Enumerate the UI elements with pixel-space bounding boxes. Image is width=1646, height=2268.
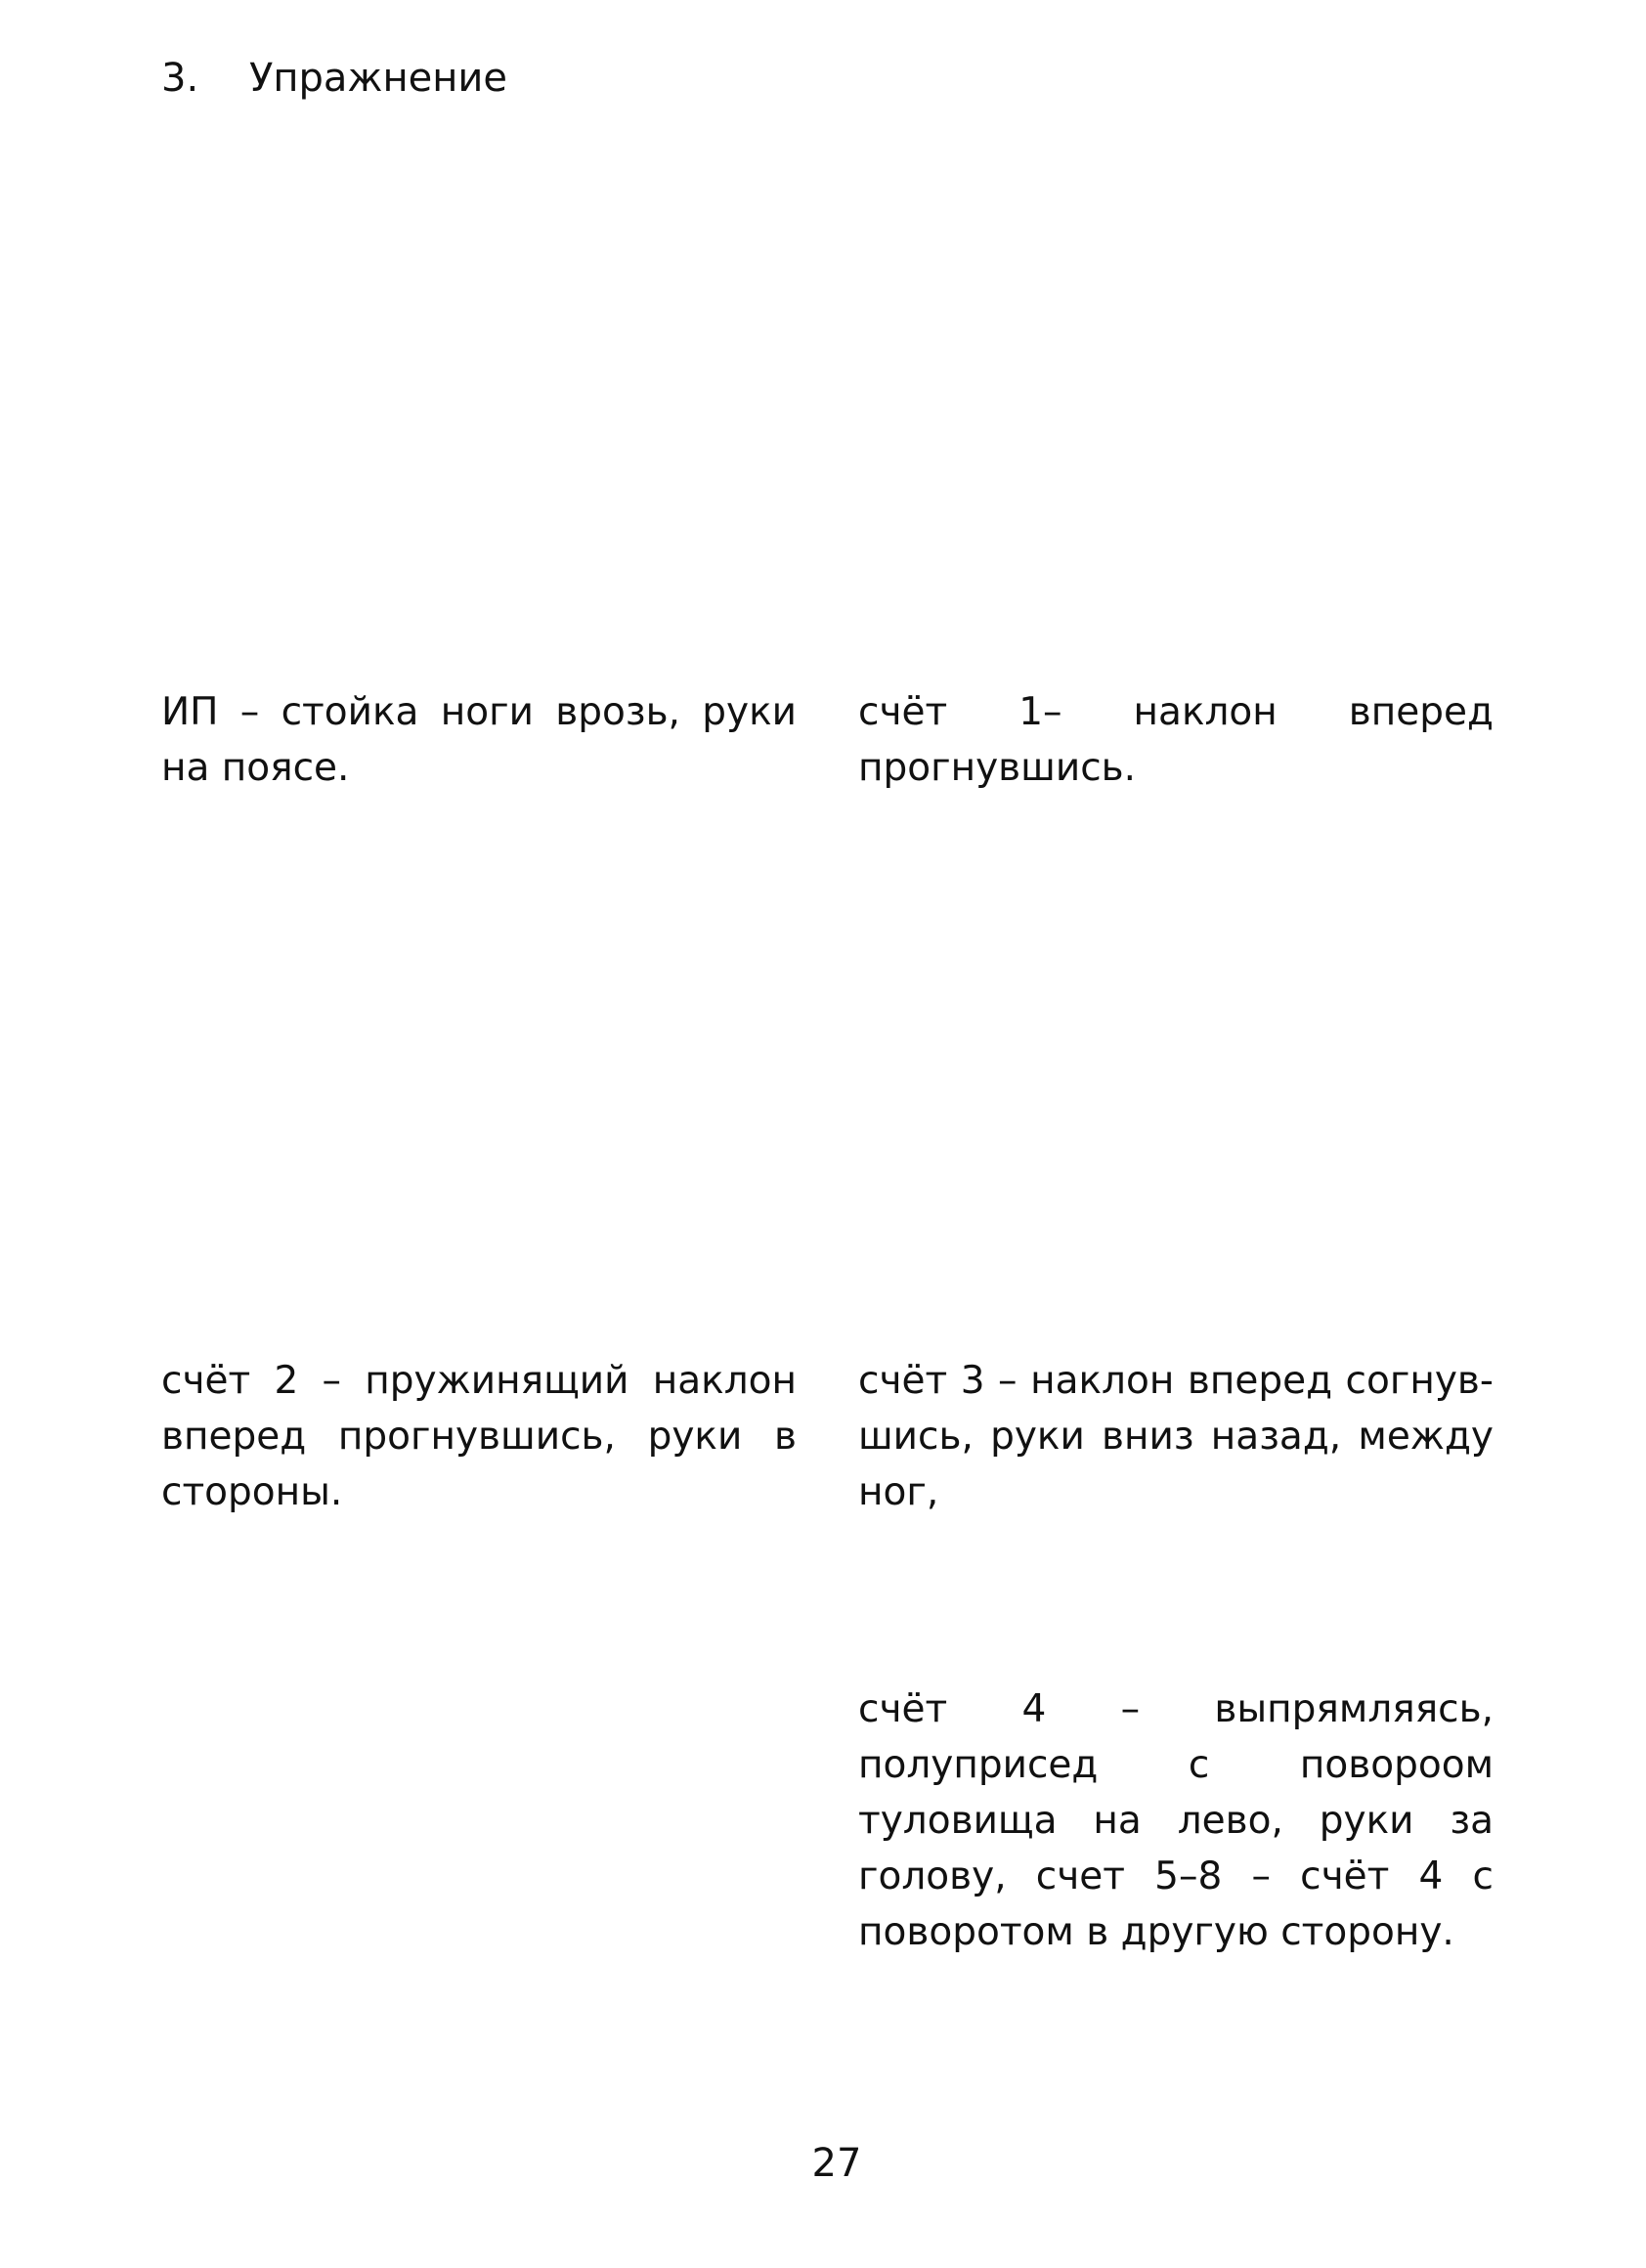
- exercise-title: Упражнение: [249, 56, 507, 101]
- count-2-text: счёт 2 – пружинящий наклон вперед прогнувшись, руки в стороны.: [161, 1359, 797, 1514]
- exercise-number: 3.: [161, 56, 199, 101]
- exercise-heading: [161, 51, 507, 106]
- count-3-text: счёт 3 – наклон вперед согнувшись, руки вниз назад, между ног,: [858, 1359, 1494, 1514]
- starting-position-text: ИП – стойка ноги врозь, руки на поясе.: [161, 690, 797, 790]
- page-number: 27: [811, 2141, 862, 2186]
- count-4-text: счёт 4 – выпрямляясь, полуприсед с повороом туловища на лево, руки за голову, счет 5–8 – счёт 4 с поворотом в другую сторону.: [858, 1687, 1494, 1954]
- count-1-text: счёт 1– наклон вперед прогнувшись.: [858, 690, 1494, 790]
